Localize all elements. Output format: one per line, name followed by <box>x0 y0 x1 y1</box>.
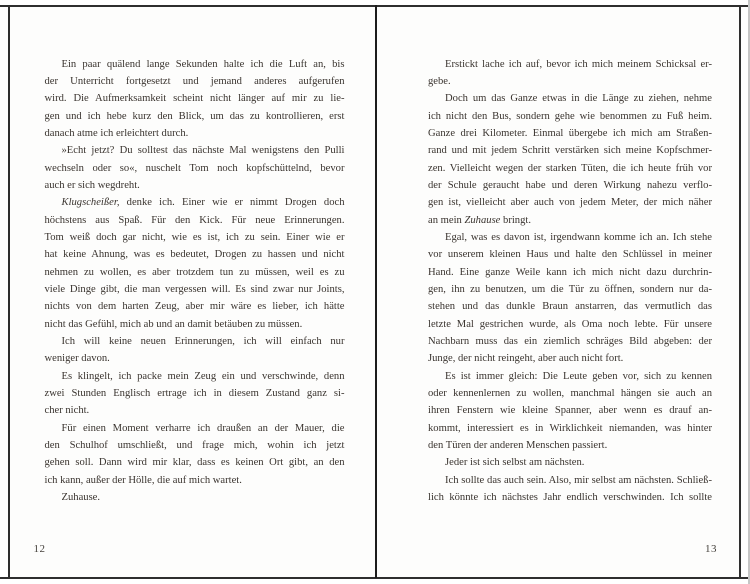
text-line: gen, ihn zu benutzen, um die Tür zu öffnen, sondern nur da- <box>428 283 712 295</box>
text-line: hat keine Ahnung, was es bedeutet, Drogen zu hassen und nicht <box>44 249 345 261</box>
paragraph <box>428 368 712 455</box>
text-line: Klugscheißer, denke ich. Einer wie er nimmt Drogen doch <box>61 197 345 209</box>
text-line: stehen und das dunkle Braun anstarren, das vermutlich das <box>428 301 712 313</box>
text-line: lich könnte ich nächstes Jahr endlich verschwinden. Ich sollte <box>428 492 712 504</box>
text-line: wechseln oder so«, nuschelt Tom noch kopfschüttelnd, bevor <box>44 162 345 174</box>
page-right-text-block <box>428 56 712 507</box>
text-line: Doch um das Ganze etwas in die Länge zu ziehen, nehme <box>445 93 712 105</box>
text-line: den Türen der anderen Menschen passiert. <box>428 440 608 452</box>
text-line: Erstickt lache ich auf, bevor ich mich meinem Schicksal er- <box>445 58 713 70</box>
paragraph <box>428 454 712 471</box>
text-line: nehmen zu wollen, es aber trotzdem tun zu müssen, weil es zu <box>44 266 345 278</box>
text-line: letzte Mal gestrichen wurde, als Oma noch lebte. Für unsere <box>428 318 712 330</box>
text-line: an mein Zuhause bringt. <box>428 214 531 226</box>
text-line: viele Dinge gibt, die man vergessen will. Es sind zwar nur Joints, <box>44 283 345 295</box>
text-line: Nachbarn muss das ein ziemlich schräges Bild abgeben: der <box>428 336 712 347</box>
frame-right-rule <box>739 5 741 578</box>
text-line: Egal, was es davon ist, irgendwann komme ich an. Ich stehe <box>445 231 712 243</box>
text-line: gehen soll. Dann wird mir klar, dass es keinen Ort gibt, an den <box>44 457 345 469</box>
paragraph <box>45 194 345 333</box>
paragraph <box>45 56 345 143</box>
text-line: auch er sich wegdreht. <box>44 179 140 191</box>
text-line: Zuhause. <box>61 492 101 504</box>
text-line: ich kann, außer der Hölle, die auf mich wartet. <box>44 474 242 486</box>
paragraph <box>45 333 345 368</box>
text-line: zwei Stunden Englisch ertrage ich in diesem Zustand ganz si- <box>44 388 345 400</box>
text-line: Es klingelt, ich packe mein Zeug ein und verschwinde, denn <box>61 370 345 382</box>
text-line: Ganze drei Kilometer. Einmal übergebe ich mich am Straßen- <box>428 127 713 139</box>
text-line: der Schule geraucht habe und deren Wirkung nahezu verflo- <box>428 179 712 191</box>
text-line: kommt, interessiert es in Wirklichkeit niemanden, was hinter <box>428 422 712 434</box>
text-line: Ich will keine neuen Erinnerungen, ich will einfach nur <box>61 336 345 347</box>
text-line: rand und mit jedem Schritt verstärken sich meine Kopfschmer- <box>428 145 712 157</box>
text-line: Junge, der nicht reingeht, aber auch nicht fort. <box>428 353 624 365</box>
text-line: »Echt jetzt? Du solltest das nächste Mal wenigstens den Pulli <box>61 145 345 157</box>
text-line: Tom weiß doch gar nicht, wie es ist, ich zu sein. Einer wie er <box>44 231 345 243</box>
text-line: wird. Die Aufmerksamkeit scheint nicht länger auf mir zu lie- <box>44 93 345 105</box>
text-line: ich nicht den Bus, sondern gehe wie benommen zu Fuß heim. <box>428 110 712 122</box>
paragraph <box>428 56 712 91</box>
text-line: zen. Vielleicht wegen der starken Tüten, die ich heute früh vor <box>428 162 712 174</box>
text-line: cher nicht. <box>44 405 90 417</box>
text-line: weniger davon. <box>44 353 110 365</box>
paragraph <box>45 420 345 489</box>
paragraph <box>428 229 712 368</box>
paragraph <box>428 472 712 507</box>
text-line: Jeder ist sich selbst am nächsten. <box>445 457 585 469</box>
text-line: Es ist immer gleich: Die Leute geben vor, sich zu kennen <box>445 370 712 382</box>
text-line: gebe. <box>428 75 451 87</box>
paragraph <box>428 90 712 229</box>
page-left-text-block <box>45 56 345 507</box>
text-line: gen ist, vielleicht aber auch von jedem Meter, der mich näher <box>428 197 712 209</box>
text-line: höchstens aus Spaß. Für den Kick. Für neue Erinnerungen. <box>44 214 345 226</box>
text-line: gen und ich hebe kurz den Blick, um das zu kontrollieren, erst <box>44 110 345 122</box>
text-line: Ein paar quälend lange Sekunden halte ich die Luft an, bis <box>61 58 345 70</box>
text-line: den Schulhof umschließt, und frage mich, wohin ich jetzt <box>44 440 345 452</box>
book-page-right <box>377 7 739 577</box>
text-line: nichts von dem harten Zeug, aber mir wäre es lieber, ich hätte <box>44 301 345 313</box>
paragraph <box>45 489 345 506</box>
text-line: Hand. Eine ganze Weile kann ich mich nicht dazu durchrin- <box>428 266 712 278</box>
text-line: Ich sollte das auch sein. Also, mir selbst am nächsten. Schließ- <box>445 474 713 486</box>
paragraph <box>45 142 345 194</box>
text-line: ihren Fenstern wie kleine Spanner, aber wenn es drauf an- <box>428 405 712 417</box>
text-line: Für einen Moment verharre ich draußen an der Mauer, die <box>61 422 345 434</box>
text-line: der Unterricht fortgesetzt und jemand anderes aufgerufen <box>44 75 345 87</box>
text-line: vor unserem kleinen Haus und halte den Schlüssel in meiner <box>428 249 712 261</box>
book-page-left <box>10 7 375 577</box>
text-line: nicht das Gefühl, mich ab und an damit betäuben zu müssen. <box>44 318 303 330</box>
text-line: oder kennenlernen zu wollen, manchmal hängen sie auch an <box>428 388 712 400</box>
page-number-left: 12 <box>33 542 46 555</box>
paragraph <box>45 368 345 420</box>
text-line: danach atme ich erleichtert durch. <box>44 127 189 139</box>
page-number-right: 13 <box>705 542 717 555</box>
